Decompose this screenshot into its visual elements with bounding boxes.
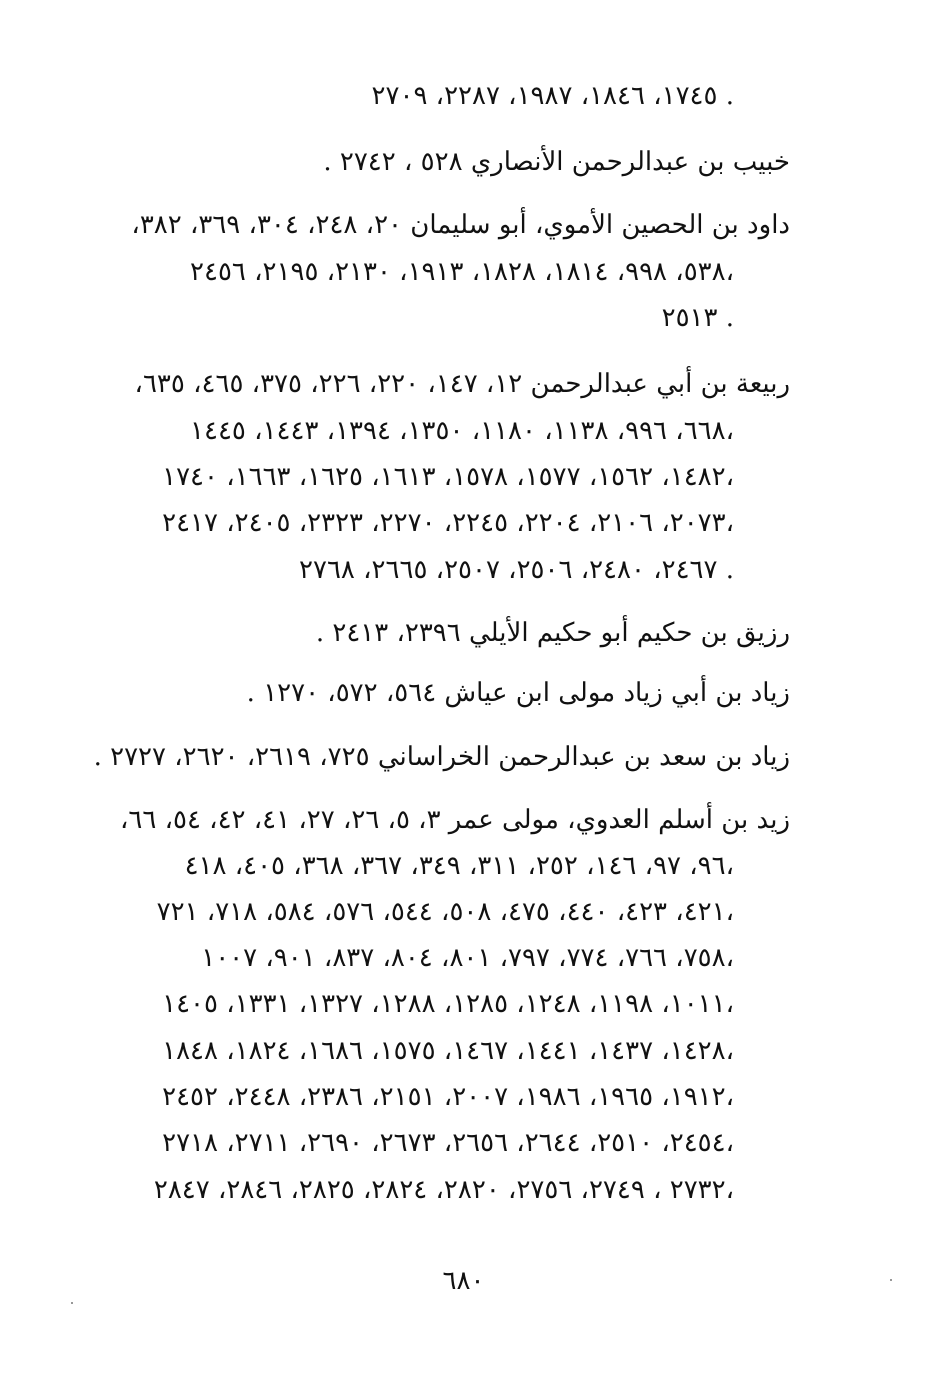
index-entry-line: ١٧٤٥، ١٨٤٦، ١٩٨٧، ٢٢٨٧، ٢٧٠٩ . [371, 81, 734, 111]
index-entry-line: زيد بن أسلم العدوي، مولى عمر ٣، ٥، ٢٦، ٢٧، ٤١، ٤٢، ٥٤، ٦٦، [119, 805, 790, 835]
index-entry-line: ٢٠٧٣، ٢١٠٦، ٢٢٠٤، ٢٢٤٥، ٢٢٧٠، ٢٣٢٣، ٢٤٠٥، ٢٤١٧، [162, 508, 734, 538]
index-entry-line: داود بن الحصين الأموي، أبو سليمان ٢٠، ٢٤٨، ٣٠٤، ٣٦٩، ٣٨٢، [131, 210, 790, 240]
page-number: ٦٨٠ [442, 1266, 485, 1296]
index-entry-line: ٤٢١، ٤٢٣، ٤٤٠، ٤٧٥، ٥٠٨، ٥٤٤، ٥٧٦، ٥٨٤، ٧١٨، ٧٢١، [156, 897, 734, 927]
index-entry-line: ٦٦٨، ٩٩٦، ١١٣٨، ١١٨٠، ١٣٥٠، ١٣٩٤، ١٤٤٣، ١٤٤٥، [190, 416, 734, 446]
index-entry-line: ربيعة بن أبي عبدالرحمن ١٢، ١٤٧، ٢٢٠، ٢٢٦، ٣٧٥، ٤٦٥، ٦٣٥، [134, 369, 790, 399]
scan-speck [890, 1279, 892, 1281]
index-entry-line: رزيق بن حكيم أبو حكيم الأيلي ٢٣٩٦، ٢٤١٣ . [315, 618, 790, 648]
index-entry-line: خبيب بن عبدالرحمن الأنصاري ٥٢٨ ، ٢٧٤٢ . [323, 147, 790, 177]
index-entry-line: زياد بن أبي زياد مولى ابن عياش ٥٦٤، ٥٧٢، ١٢٧٠ . [246, 678, 790, 708]
index-entry-line: ٢٥١٣ . [661, 303, 734, 333]
index-entry-line: ٧٥٨، ٧٦٦، ٧٧٤، ٧٩٧، ٨٠١، ٨٠٤، ٨٣٧، ٩٠١، ١٠٠٧، [201, 943, 734, 973]
index-entry-line: زياد بن سعد بن عبدالرحمن الخراساني ٧٢٥، ٢٦١٩، ٢٦٢٠، ٢٧٢٧ . [93, 742, 790, 772]
index-entry-line: ١٠١١، ١١٩٨، ١٢٤٨، ١٢٨٥، ١٢٨٨، ١٣٢٧، ١٣٣١، ١٤٠٥، [162, 989, 734, 1019]
index-entry-line: ٢٤٦٧، ٢٤٨٠، ٢٥٠٦، ٢٥٠٧، ٢٦٦٥، ٢٧٦٨ . [299, 555, 734, 585]
index-entry-line: ٩٦، ٩٧، ١٤٦، ٢٥٢، ٣١١، ٣٤٩، ٣٦٧، ٣٦٨، ٤٠٥، ٤١٨، [184, 851, 734, 881]
index-entry-line: ٥٣٨، ٩٩٨، ١٨١٤، ١٨٢٨، ١٩١٣، ٢١٣٠، ٢١٩٥، ٢٤٥٦، [190, 257, 734, 287]
index-entry-line: ١٩١٢، ١٩٦٥، ١٩٨٦، ٢٠٠٧، ٢١٥١، ٢٣٨٦، ٢٤٤٨، ٢٤٥٢، [162, 1082, 734, 1112]
index-entry-line: ١٤٢٨، ١٤٣٧، ١٤٤١، ١٤٦٧، ١٥٧٥، ١٦٨٦، ١٨٢٤، ١٨٤٨، [162, 1036, 734, 1066]
index-entry-line: ٢٧٣٢ ، ٢٧٤٩، ٢٧٥٦، ٢٨٢٠، ٢٨٢٤، ٢٨٢٥، ٢٨٤٦، ٢٨٤٧، [153, 1175, 734, 1205]
index-entry-line: ٢٤٥٤، ٢٥١٠، ٢٦٤٤، ٢٦٥٦، ٢٦٧٣، ٢٦٩٠، ٢٧١١، ٢٧١٨، [162, 1128, 734, 1158]
index-entry-line: ١٤٨٢، ١٥٦٢، ١٥٧٧، ١٥٧٨، ١٦١٣، ١٦٢٥، ١٦٦٣، ١٧٤٠، [162, 462, 734, 492]
scan-speck [71, 1302, 73, 1304]
